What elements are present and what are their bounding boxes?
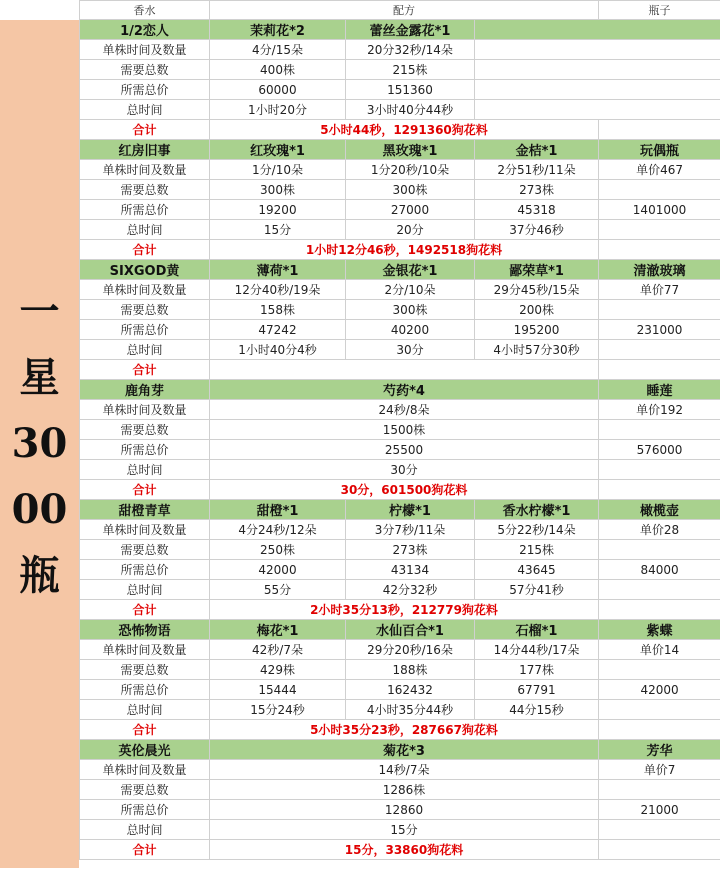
value-cell[interactable]: 单价7 bbox=[599, 760, 720, 780]
value-cell[interactable]: 67791 bbox=[475, 680, 599, 700]
value-cell[interactable]: 15444 bbox=[210, 680, 346, 700]
bottle-name-cell[interactable]: 芳华 bbox=[599, 740, 720, 760]
row-label-cell[interactable]: 所需总价 bbox=[80, 440, 210, 460]
section-title-row bbox=[80, 740, 720, 760]
section-price-row bbox=[80, 800, 720, 820]
row-label-cell[interactable]: 所需总价 bbox=[80, 200, 210, 220]
value-cell[interactable]: 44分15秒 bbox=[475, 700, 599, 720]
value-cell[interactable]: 400株 bbox=[210, 60, 346, 80]
section-unit-row bbox=[80, 280, 720, 300]
value-cell[interactable]: 3分7秒/11朵 bbox=[346, 520, 475, 540]
value-cell[interactable]: 43645 bbox=[475, 560, 599, 580]
row-label-cell[interactable]: 所需总价 bbox=[80, 560, 210, 580]
header-formula[interactable]: 配方 bbox=[210, 1, 599, 20]
value-cell[interactable]: 1分/10朵 bbox=[210, 160, 346, 180]
total-label-cell[interactable]: 合计 bbox=[80, 120, 210, 140]
ingredient-name-cell[interactable]: 梅花*1 bbox=[210, 620, 346, 640]
value-cell[interactable]: 12860 bbox=[210, 800, 599, 820]
value-cell[interactable]: 15分 bbox=[210, 220, 346, 240]
row-label-cell[interactable]: 所需总价 bbox=[80, 80, 210, 100]
section-price-row bbox=[80, 680, 720, 700]
section-price-row bbox=[80, 440, 720, 460]
value-cell[interactable]: 单价192 bbox=[599, 400, 720, 420]
value-cell[interactable]: 4小时57分30秒 bbox=[475, 340, 599, 360]
value-cell[interactable]: 19200 bbox=[210, 200, 346, 220]
perfume-name-cell[interactable]: 甜橙青草 bbox=[80, 500, 210, 520]
value-cell[interactable]: 4分/15朵 bbox=[210, 40, 346, 60]
ingredient-name-cell[interactable]: 鄙荣草*1 bbox=[475, 260, 599, 280]
total-empty-cell[interactable] bbox=[599, 840, 720, 860]
value-cell[interactable] bbox=[599, 460, 720, 480]
total-label-cell[interactable]: 合计 bbox=[80, 720, 210, 740]
section-total-row bbox=[80, 600, 720, 620]
value-cell[interactable] bbox=[475, 40, 720, 60]
value-cell[interactable]: 162432 bbox=[346, 680, 475, 700]
ingredient-name-cell[interactable]: 黑玫瑰*1 bbox=[346, 140, 475, 160]
value-cell[interactable]: 42秒/7朵 bbox=[210, 640, 346, 660]
row-label-cell[interactable]: 需要总数 bbox=[80, 60, 210, 80]
value-cell[interactable]: 20分 bbox=[346, 220, 475, 240]
value-cell[interactable]: 30分 bbox=[210, 460, 599, 480]
row-label-cell[interactable]: 单株时间及数量 bbox=[80, 160, 210, 180]
section-unit-row bbox=[80, 160, 720, 180]
section-time-row bbox=[80, 820, 720, 840]
value-cell[interactable]: 2分/10朵 bbox=[346, 280, 475, 300]
value-cell[interactable] bbox=[599, 700, 720, 720]
value-cell[interactable]: 158株 bbox=[210, 300, 346, 320]
value-cell[interactable]: 188株 bbox=[346, 660, 475, 680]
value-cell[interactable]: 29分20秒/16朵 bbox=[346, 640, 475, 660]
perfume-name-cell[interactable]: SIXGOD黄 bbox=[80, 260, 210, 280]
side-label-char: 00 bbox=[11, 486, 68, 533]
section-time-row bbox=[80, 340, 720, 360]
perfume-name-cell[interactable]: 1/2恋人 bbox=[80, 20, 210, 40]
ingredient-name-cell[interactable]: 红玫瑰*1 bbox=[210, 140, 346, 160]
value-cell[interactable]: 84000 bbox=[599, 560, 720, 580]
value-cell[interactable] bbox=[475, 60, 720, 80]
section-time-row bbox=[80, 100, 720, 120]
value-cell[interactable]: 45318 bbox=[475, 200, 599, 220]
value-cell[interactable]: 231000 bbox=[599, 320, 720, 340]
ingredient-name-cell[interactable]: 薄荷*1 bbox=[210, 260, 346, 280]
section-title-row bbox=[80, 140, 720, 160]
row-label-cell[interactable]: 需要总数 bbox=[80, 180, 210, 200]
value-cell[interactable] bbox=[599, 300, 720, 320]
perfume-table bbox=[79, 0, 720, 860]
section-need-row bbox=[80, 60, 720, 80]
total-value-cell[interactable]: 2小时35分13秒，212779狗花料 bbox=[210, 600, 599, 620]
row-label-cell[interactable]: 单株时间及数量 bbox=[80, 640, 210, 660]
value-cell[interactable]: 47242 bbox=[210, 320, 346, 340]
ingredient-name-cell[interactable]: 蕾丝金露花*1 bbox=[346, 20, 475, 40]
side-label-char: 星 bbox=[19, 354, 60, 401]
section-total-row bbox=[80, 720, 720, 740]
value-cell[interactable]: 42000 bbox=[599, 680, 720, 700]
section-need-row bbox=[80, 660, 720, 680]
total-empty-cell[interactable] bbox=[599, 360, 720, 380]
section-need-row bbox=[80, 420, 720, 440]
section-unit-row bbox=[80, 400, 720, 420]
row-label-cell[interactable]: 单株时间及数量 bbox=[80, 400, 210, 420]
section-price-row bbox=[80, 200, 720, 220]
section-price-row bbox=[80, 80, 720, 100]
value-cell[interactable]: 14分44秒/17朵 bbox=[475, 640, 599, 660]
section-need-row bbox=[80, 300, 720, 320]
value-cell[interactable]: 15分24秒 bbox=[210, 700, 346, 720]
row-label-cell[interactable]: 需要总数 bbox=[80, 780, 210, 800]
value-cell[interactable]: 单价77 bbox=[599, 280, 720, 300]
value-cell[interactable]: 55分 bbox=[210, 580, 346, 600]
section-title-row bbox=[80, 380, 720, 400]
value-cell[interactable] bbox=[475, 80, 720, 100]
bottle-name-cell[interactable]: 紫蝶 bbox=[599, 620, 720, 640]
total-empty-cell[interactable] bbox=[599, 120, 720, 140]
section-time-row bbox=[80, 220, 720, 240]
total-value-cell[interactable]: 5小时35分23秒，287667狗花料 bbox=[210, 720, 599, 740]
value-cell[interactable]: 20分32秒/14朵 bbox=[346, 40, 475, 60]
value-cell[interactable]: 1500株 bbox=[210, 420, 599, 440]
section-unit-row bbox=[80, 640, 720, 660]
section-need-row bbox=[80, 180, 720, 200]
ingredient-name-cell[interactable]: 茉莉花*2 bbox=[210, 20, 346, 40]
side-label-char: 瓶 bbox=[19, 552, 60, 599]
total-value-cell[interactable]: 15分，33860狗花料 bbox=[210, 840, 599, 860]
header-perfume[interactable]: 香水 bbox=[80, 1, 210, 20]
value-cell[interactable]: 单价467 bbox=[599, 160, 720, 180]
value-cell[interactable]: 215株 bbox=[475, 540, 599, 560]
value-cell[interactable]: 300株 bbox=[346, 300, 475, 320]
value-cell[interactable]: 4分24秒/12朵 bbox=[210, 520, 346, 540]
total-value-cell[interactable]: 5小时44秒，1291360狗花料 bbox=[210, 120, 599, 140]
value-cell[interactable]: 1286株 bbox=[210, 780, 599, 800]
value-cell[interactable] bbox=[599, 660, 720, 680]
value-cell[interactable]: 195200 bbox=[475, 320, 599, 340]
value-cell[interactable]: 37分46秒 bbox=[475, 220, 599, 240]
ingredient-name-cell[interactable]: 金桔*1 bbox=[475, 140, 599, 160]
value-cell[interactable]: 40200 bbox=[346, 320, 475, 340]
row-label-cell[interactable]: 需要总数 bbox=[80, 540, 210, 560]
value-cell[interactable]: 21000 bbox=[599, 800, 720, 820]
value-cell[interactable] bbox=[599, 580, 720, 600]
section-title-row bbox=[80, 20, 720, 40]
bottle-name-cell[interactable]: 橄榄壶 bbox=[599, 500, 720, 520]
value-cell[interactable]: 42000 bbox=[210, 560, 346, 580]
value-cell[interactable] bbox=[599, 540, 720, 560]
value-cell[interactable]: 单价28 bbox=[599, 520, 720, 540]
value-cell[interactable]: 200株 bbox=[475, 300, 599, 320]
ingredient-name-cell[interactable]: 甜橙*1 bbox=[210, 500, 346, 520]
value-cell[interactable] bbox=[599, 340, 720, 360]
row-label-cell[interactable]: 单株时间及数量 bbox=[80, 40, 210, 60]
value-cell[interactable] bbox=[599, 820, 720, 840]
ingredient-name-cell[interactable]: 菊花*3 bbox=[210, 740, 599, 760]
value-cell[interactable]: 2分51秒/11朵 bbox=[475, 160, 599, 180]
value-cell[interactable]: 5分22秒/14朵 bbox=[475, 520, 599, 540]
value-cell[interactable]: 29分45秒/15朵 bbox=[475, 280, 599, 300]
row-label-cell[interactable]: 需要总数 bbox=[80, 300, 210, 320]
side-label-char: 一 bbox=[19, 288, 60, 335]
section-total-row bbox=[80, 240, 720, 260]
row-label-cell[interactable]: 总时间 bbox=[80, 460, 210, 480]
value-cell[interactable]: 单价14 bbox=[599, 640, 720, 660]
row-label-cell[interactable]: 总时间 bbox=[80, 220, 210, 240]
total-label-cell[interactable]: 合计 bbox=[80, 840, 210, 860]
side-label-cell bbox=[0, 20, 79, 868]
row-label-cell[interactable]: 所需总价 bbox=[80, 800, 210, 820]
total-empty-cell[interactable] bbox=[599, 480, 720, 500]
value-cell[interactable]: 151360 bbox=[346, 80, 475, 100]
ingredient-name-cell[interactable]: 石榴*1 bbox=[475, 620, 599, 640]
value-cell[interactable]: 42分32秒 bbox=[346, 580, 475, 600]
section-total-row bbox=[80, 840, 720, 860]
header-bottle[interactable]: 瓶子 bbox=[599, 1, 720, 20]
total-label-cell[interactable]: 合计 bbox=[80, 480, 210, 500]
value-cell[interactable]: 576000 bbox=[599, 440, 720, 460]
perfume-name-cell[interactable]: 恐怖物语 bbox=[80, 620, 210, 640]
row-label-cell[interactable]: 总时间 bbox=[80, 580, 210, 600]
value-cell[interactable]: 24秒/8朵 bbox=[210, 400, 599, 420]
side-label-char: 30 bbox=[11, 420, 68, 467]
section-price-row bbox=[80, 320, 720, 340]
perfume-name-cell[interactable]: 英伦晨光 bbox=[80, 740, 210, 760]
ingredient-name-cell[interactable]: 香水柠檬*1 bbox=[475, 500, 599, 520]
value-cell[interactable]: 12分40秒/19朵 bbox=[210, 280, 346, 300]
row-label-cell[interactable]: 总时间 bbox=[80, 700, 210, 720]
total-label-cell[interactable]: 合计 bbox=[80, 600, 210, 620]
value-cell[interactable]: 300株 bbox=[346, 180, 475, 200]
section-time-row bbox=[80, 700, 720, 720]
perfume-name-cell[interactable]: 红房旧事 bbox=[80, 140, 210, 160]
value-cell[interactable]: 1小时40分4秒 bbox=[210, 340, 346, 360]
section-time-row bbox=[80, 460, 720, 480]
header-row bbox=[80, 1, 720, 20]
value-cell[interactable]: 273株 bbox=[346, 540, 475, 560]
value-cell[interactable]: 57分41秒 bbox=[475, 580, 599, 600]
total-empty-cell[interactable] bbox=[599, 240, 720, 260]
value-cell[interactable]: 25500 bbox=[210, 440, 599, 460]
row-label-cell[interactable]: 所需总价 bbox=[80, 680, 210, 700]
value-cell[interactable] bbox=[599, 220, 720, 240]
bottle-name-cell[interactable]: 玩偶瓶 bbox=[599, 140, 720, 160]
section-title-row bbox=[80, 260, 720, 280]
ingredient-name-cell[interactable] bbox=[475, 20, 720, 40]
total-value-cell[interactable]: 30分，601500狗花料 bbox=[210, 480, 599, 500]
row-label-cell[interactable]: 总时间 bbox=[80, 340, 210, 360]
value-cell[interactable]: 1401000 bbox=[599, 200, 720, 220]
value-cell[interactable]: 43134 bbox=[346, 560, 475, 580]
value-cell[interactable] bbox=[599, 780, 720, 800]
row-label-cell[interactable]: 总时间 bbox=[80, 820, 210, 840]
value-cell[interactable]: 300株 bbox=[210, 180, 346, 200]
value-cell[interactable]: 60000 bbox=[210, 80, 346, 100]
value-cell[interactable] bbox=[599, 420, 720, 440]
value-cell[interactable] bbox=[475, 100, 720, 120]
row-label-cell[interactable]: 需要总数 bbox=[80, 660, 210, 680]
value-cell[interactable]: 4小时35分44秒 bbox=[346, 700, 475, 720]
total-value-cell[interactable]: 1小时12分46秒，1492518狗花料 bbox=[210, 240, 599, 260]
ingredient-name-cell[interactable]: 金银花*1 bbox=[346, 260, 475, 280]
value-cell[interactable]: 14秒/7朵 bbox=[210, 760, 599, 780]
value-cell[interactable]: 27000 bbox=[346, 200, 475, 220]
section-unit-row bbox=[80, 40, 720, 60]
ingredient-name-cell[interactable]: 水仙百合*1 bbox=[346, 620, 475, 640]
value-cell[interactable]: 1分20秒/10朵 bbox=[346, 160, 475, 180]
value-cell[interactable]: 177株 bbox=[475, 660, 599, 680]
value-cell[interactable]: 215株 bbox=[346, 60, 475, 80]
row-label-cell[interactable]: 所需总价 bbox=[80, 320, 210, 340]
row-label-cell[interactable]: 单株时间及数量 bbox=[80, 760, 210, 780]
perfume-name-cell[interactable]: 鹿角芽 bbox=[80, 380, 210, 400]
total-label-cell[interactable]: 合计 bbox=[80, 240, 210, 260]
value-cell[interactable]: 3小时40分44秒 bbox=[346, 100, 475, 120]
value-cell[interactable]: 250株 bbox=[210, 540, 346, 560]
value-cell[interactable]: 429株 bbox=[210, 660, 346, 680]
section-title-row bbox=[80, 620, 720, 640]
total-value-cell[interactable] bbox=[210, 360, 599, 380]
section-total-row bbox=[80, 360, 720, 380]
total-empty-cell[interactable] bbox=[599, 600, 720, 620]
bottle-name-cell[interactable]: 清澈玻璃 bbox=[599, 260, 720, 280]
ingredient-name-cell[interactable]: 柠檬*1 bbox=[346, 500, 475, 520]
row-label-cell[interactable]: 单株时间及数量 bbox=[80, 520, 210, 540]
value-cell[interactable]: 273株 bbox=[475, 180, 599, 200]
section-need-row bbox=[80, 540, 720, 560]
section-price-row bbox=[80, 560, 720, 580]
value-cell[interactable] bbox=[599, 180, 720, 200]
section-title-row bbox=[80, 500, 720, 520]
value-cell[interactable]: 1小时20分 bbox=[210, 100, 346, 120]
row-label-cell[interactable]: 总时间 bbox=[80, 100, 210, 120]
section-unit-row bbox=[80, 760, 720, 780]
row-label-cell[interactable]: 需要总数 bbox=[80, 420, 210, 440]
row-label-cell[interactable]: 单株时间及数量 bbox=[80, 280, 210, 300]
total-empty-cell[interactable] bbox=[599, 720, 720, 740]
section-unit-row bbox=[80, 520, 720, 540]
section-time-row bbox=[80, 580, 720, 600]
ingredient-name-cell[interactable]: 芍药*4 bbox=[210, 380, 599, 400]
section-need-row bbox=[80, 780, 720, 800]
section-total-row bbox=[80, 480, 720, 500]
value-cell[interactable]: 15分 bbox=[210, 820, 599, 840]
bottle-name-cell[interactable]: 睡莲 bbox=[599, 380, 720, 400]
total-label-cell[interactable]: 合计 bbox=[80, 360, 210, 380]
section-total-row bbox=[80, 120, 720, 140]
value-cell[interactable]: 30分 bbox=[346, 340, 475, 360]
